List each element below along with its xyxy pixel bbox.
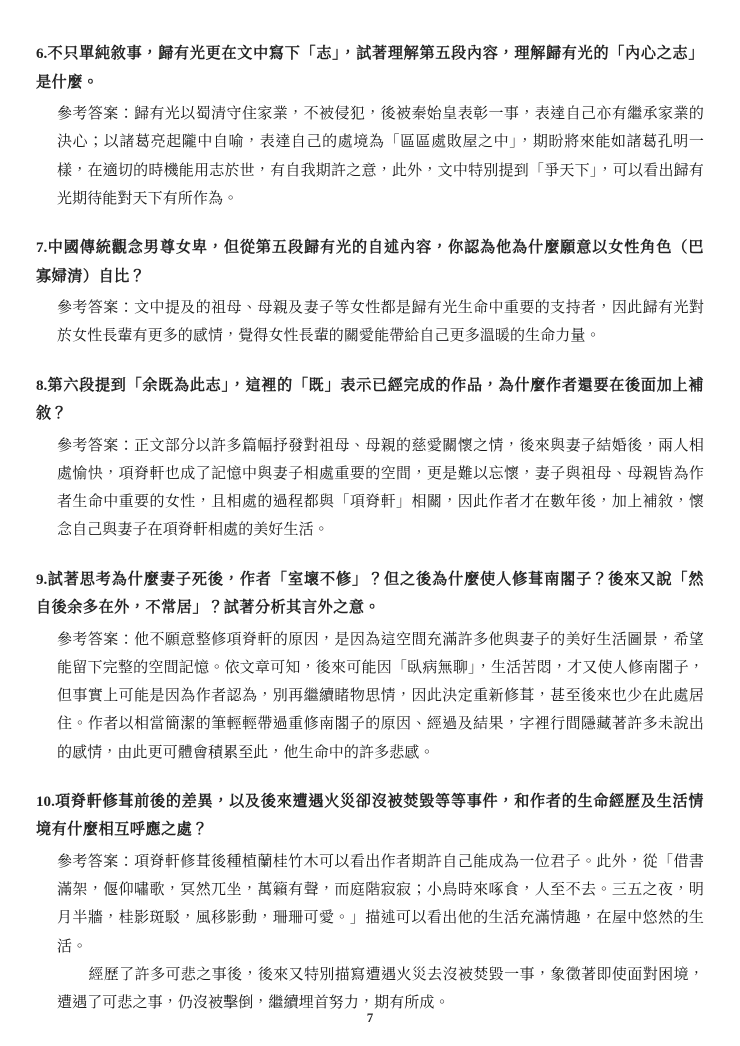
question-number-8: 8. bbox=[36, 377, 48, 394]
answer-10-continued: 經歷了許多可悲之事後，後來又特別描寫遭遇火災去沒被焚毀一事，象徵著即使面對困境，遭遇了可悲之事，仍沒被擊倒，繼續埋首努力，期有所成。 bbox=[57, 964, 704, 1011]
question-text-8: 第六段提到「余既為此志」，這裡的「既」表示已經完成的作品，為什麼作者還要在後面加上補敘？ bbox=[36, 375, 704, 423]
qa-block-7 bbox=[36, 234, 704, 350]
answer-6 bbox=[36, 99, 704, 212]
answer-label-6: 參考答案： bbox=[57, 104, 135, 123]
question-number-7: 7. bbox=[36, 240, 48, 256]
question-text-6: 不只單純敘事，歸有光更在文中寫下「志」，試著理解第五段內容，理解歸有光的「內心之志」是什麼。 bbox=[36, 44, 704, 91]
answer-8 bbox=[36, 431, 704, 544]
question-text-9: 試著思考為什麼妻子死後，作者「室壞不修」？但之後為什麼使人修葺南閣子？後來又說「然自後余多在外，不常居」？試著分析其言外之意。 bbox=[36, 569, 704, 617]
question-9 bbox=[36, 566, 704, 622]
answer-label-8: 參考答案： bbox=[57, 435, 135, 454]
page-content bbox=[36, 40, 704, 1037]
qa-block-6 bbox=[36, 40, 704, 212]
page-number: 7 bbox=[366, 1010, 374, 1025]
answer-text-8: 正文部分以許多篇幅抒發對祖母、母親的慈愛關懷之情，後來與妻子結婚後，兩人相處愉快，項脊軒也成了記憶中與妻子相處重要的空間，更是難以忘懷，妻子與祖母、母親皆為作者生命中重要的女性，且相處的過程都與「項脊軒」相關，因此作者才在數年後，加上補敘，懷念自己與妻子在項脊軒相處的美好生活。 bbox=[57, 435, 704, 539]
answer-text-9: 他不願意整修項脊軒的原因，是因為這空間充滿許多他與妻子的美好生活圖景，希望能留下完整的空間記憶。依文章可知，後來可能因「臥病無聊」，生活苦悶，才又使人修南閣子，但事實上可能是因為作者認為，別再繼續睹物思情，因此決定重新修葺，甚至後來也少在此處居住。作者以相當簡潔的筆輕輕帶過重修南閣子的原因、經過及結果，字裡行間隱藏著許多未說出的感情，由此更可體會積累至此，他生命中的許多悲感。 bbox=[57, 629, 704, 761]
answer-text-10: 項脊軒修葺後種植蘭桂竹木可以看出作者期許自己能成為一位君子。此外，從「借書滿架，偃仰嘯歌，冥然兀坐，萬籟有聲，而庭階寂寂；小鳥時來啄食，人至不去。三五之夜，明月半牆，桂影斑駁，風移影動，珊珊可愛。」描述可以看出他的生活充滿情趣，在屋中悠然的生活。 bbox=[57, 851, 704, 955]
question-7 bbox=[36, 234, 704, 290]
qa-block-9 bbox=[36, 566, 704, 766]
question-8 bbox=[36, 372, 704, 428]
answer-text-7: 文中提及的祖母、母親及妻子等女性都是歸有光生命中重要的支持者，因此歸有光對於女性長輩有更多的感情，覺得女性長輩的關愛能帶給自己更多溫暖的生命力量。 bbox=[57, 298, 704, 345]
answer-9 bbox=[36, 625, 704, 766]
question-10 bbox=[36, 788, 704, 844]
answer-label-9: 參考答案： bbox=[57, 629, 135, 648]
question-number-10: 10. bbox=[36, 793, 55, 810]
answer-text-6: 歸有光以蜀清守住家業，不被侵犯，後被秦始皇表彰一事，表達自己亦有繼承家業的決心；以諸葛亮起隴中自喻，表達自己的處境為「區區處敗屋之中」，期盼將來能如諸葛孔明一樣，在適切的時機能用志於世，有自我期許之意，此外，文中特別提到「爭天下」，可以看出歸有光期待能對天下有所作為。 bbox=[57, 104, 704, 207]
qa-block-8 bbox=[36, 372, 704, 544]
answer-label-10: 參考答案： bbox=[57, 851, 135, 870]
question-number-6: 6. bbox=[36, 46, 48, 62]
question-text-10: 項脊軒修葺前後的差異，以及後來遭遇火災卻沒被焚毀等等事件，和作者的生命經歷及生活情境有什麼相互呼應之處？ bbox=[36, 791, 704, 839]
answer-label-7: 參考答案： bbox=[57, 298, 135, 317]
answer-7 bbox=[36, 293, 704, 349]
answer-10 bbox=[36, 847, 704, 960]
question-text-7: 中國傳統觀念男尊女卑，但從第五段歸有光的自述內容，你認為他為什麼願意以女性角色（巴寡婦清）自比？ bbox=[36, 238, 704, 285]
page-footer bbox=[0, 1007, 740, 1026]
qa-block-10 bbox=[36, 788, 704, 1016]
question-number-9: 9. bbox=[36, 571, 48, 588]
question-6 bbox=[36, 40, 704, 96]
